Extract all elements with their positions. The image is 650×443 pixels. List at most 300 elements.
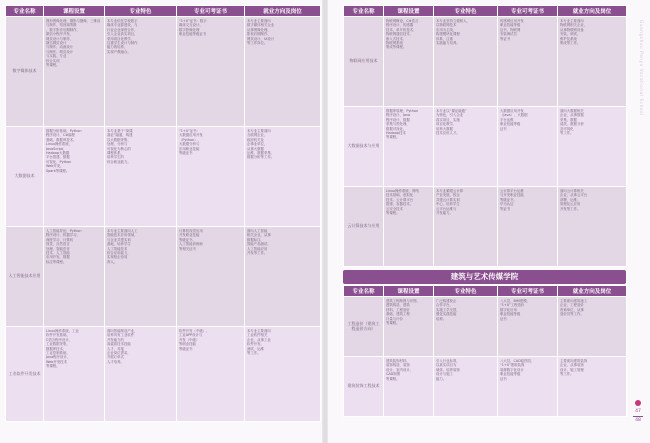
cell-text-line: 等级证书、 bbox=[500, 197, 517, 202]
cell-text-line: 工业APP设计与 bbox=[179, 333, 203, 338]
table-header-row bbox=[6, 6, 321, 17]
cell-text-line: 构建模块化课程 bbox=[436, 32, 460, 37]
cell-text-line: 开发能力。 bbox=[436, 210, 453, 215]
cell-text-line: 数据分析基础、Python bbox=[46, 129, 82, 133]
cell-text-line: 等工作。 bbox=[560, 372, 574, 377]
cell-text-line: 综合职业能力。 bbox=[107, 159, 131, 164]
cell-text-line: 人才培养。 bbox=[107, 359, 124, 364]
cell-courses bbox=[384, 187, 434, 267]
cell-courses bbox=[384, 297, 434, 357]
cell-text-line: 实施工学交替， bbox=[436, 307, 460, 312]
cell-text-line: 面向智能制造产业， bbox=[107, 329, 138, 333]
cell-text-line: 开发能力的 bbox=[107, 337, 124, 342]
cell-text-line: 建筑装饰材料、 bbox=[386, 359, 410, 363]
cell-text-line: 网页设计、UI设计 bbox=[247, 36, 275, 41]
cell-text-line: 基础、建筑工程 bbox=[386, 312, 410, 317]
header-jobs: 就业方向及岗位 bbox=[558, 6, 627, 17]
page-number-bottom: 48 bbox=[635, 418, 641, 423]
cell-certificates bbox=[177, 127, 245, 227]
cell-text-line: “1+X”工程造价 bbox=[500, 303, 525, 308]
table-row bbox=[344, 107, 627, 187]
table-row bbox=[344, 187, 627, 267]
cell-text-line: 咨询单位，从事 bbox=[560, 307, 584, 312]
cell-text-line: 职业技能等级 bbox=[500, 122, 521, 127]
cell-text-line: 主要面向建筑装饰 bbox=[560, 359, 588, 363]
cell-text-line: 平台搭建、数据 bbox=[46, 155, 70, 160]
cell-text-line: CAD制图 bbox=[386, 372, 401, 377]
cell-text-line: 从事大数据 bbox=[247, 146, 264, 151]
cell-text-line: 面向大数据相关 bbox=[560, 109, 584, 113]
cell-text-line: 综合应用能力， bbox=[107, 250, 131, 255]
cell-text-line: 本专业以“课证融通” bbox=[436, 109, 467, 113]
header-category: 专业名称 bbox=[344, 6, 384, 17]
cell-text-line: 数据分析等工作。 bbox=[247, 155, 275, 160]
cell-text-line: 实践能力培养。 bbox=[436, 40, 460, 45]
cell-text-line: 实现校企协同 bbox=[107, 255, 128, 260]
cell-text-line: 育人。 bbox=[107, 259, 118, 264]
cell-text-line: 本专业紧跟云计算 bbox=[436, 189, 464, 193]
cell-text-line: 程序设计、传感器 bbox=[386, 23, 414, 28]
cell-text-line: 可视化为核心的 bbox=[107, 146, 131, 151]
cell-text-line: 与开发职业技能 bbox=[500, 193, 524, 198]
cell-text-line: 工业软件相关 bbox=[247, 333, 268, 338]
cell-text-line: 体系，注重 bbox=[436, 36, 453, 41]
cell-text-line: 职业技能等级证书 bbox=[179, 32, 207, 37]
cell-text-line: 等课程。 bbox=[386, 210, 400, 215]
left-major-table bbox=[5, 5, 321, 422]
cell-text-line: 应用开发、数据 bbox=[46, 255, 70, 260]
cell-text-line: 及可视化 bbox=[560, 126, 574, 131]
header-category: 专业名称 bbox=[6, 6, 44, 17]
cell-text-line: 共建云计算实训 bbox=[436, 197, 460, 202]
cell-text-line: 互联网企业、 bbox=[247, 133, 268, 138]
cell-text-line: 企业，从事工业 bbox=[247, 337, 271, 342]
page-dot-icon bbox=[635, 400, 641, 406]
cell-text-line: 智能产品测试、 bbox=[247, 242, 271, 247]
cell-text-line: 主要面向建筑施工 bbox=[560, 299, 588, 303]
cell-certificates bbox=[498, 357, 558, 417]
page-number-marker bbox=[629, 400, 647, 424]
header-jobs: 就业方向及岗位 bbox=[558, 286, 627, 297]
header-certificates: 专业可考证书 bbox=[498, 286, 558, 297]
cell-text-line: 证书 bbox=[500, 316, 507, 321]
cell-text-line: 八大员、BIM建模、 bbox=[500, 299, 530, 303]
cell-text-line: 技术、单片机技术、 bbox=[386, 27, 417, 32]
cell-text-line: 开发职业技能 bbox=[179, 233, 200, 238]
header-certificates: 专业可考证书 bbox=[177, 6, 245, 17]
cell-text-line: 数字媒体相关企业 bbox=[247, 23, 275, 28]
cell-text-line: 等课程。 bbox=[46, 62, 60, 67]
header-courses: 课程设置 bbox=[384, 286, 434, 297]
cell-text-line: 材料、工程造价 bbox=[386, 307, 410, 312]
cell-text-line: 人工智能技术 bbox=[107, 246, 128, 251]
cell-text-line: 本专业依托学校数字 bbox=[107, 19, 138, 23]
cell-text-line: 广泛构建校企 bbox=[436, 299, 457, 303]
cell-text-line: Web开发技术 bbox=[46, 359, 67, 364]
header-category: 专业名称 bbox=[344, 286, 384, 297]
cell-text-line: 基地，培养学生 bbox=[107, 242, 131, 247]
cell-text-line: 搭建、容器技术、 bbox=[386, 202, 414, 207]
cell-text-line: 物联网系统 bbox=[386, 40, 403, 45]
cell-text-line: 影视后期制作、 bbox=[247, 32, 271, 37]
cell-text-line: 为特色，引入企业 bbox=[436, 113, 464, 118]
cell-features bbox=[434, 107, 498, 187]
cell-text-line: 开发等工作。 bbox=[247, 250, 268, 255]
header-jobs: 就业方向及岗位 bbox=[245, 6, 321, 17]
cell-text-line: 面向云计算相关 bbox=[560, 189, 584, 193]
cell-text-line: 等课程。 bbox=[386, 320, 400, 325]
cell-text-line: 静态网页设计 bbox=[46, 40, 67, 45]
cell-text-line: 相关企业，从事 bbox=[247, 233, 271, 238]
cell-text-line: 物联网通信技术、 bbox=[386, 32, 414, 37]
cell-text-line: Web开发、 bbox=[46, 164, 64, 169]
cell-text-line: 引入行业标准， bbox=[436, 359, 460, 363]
cell-text-line: 培养具有工业软件 bbox=[107, 333, 135, 338]
cell-text-line: 视觉、自然语言 bbox=[46, 242, 70, 247]
cell-features bbox=[434, 357, 498, 417]
cell-text-line: 面向人工智能 bbox=[247, 229, 268, 233]
cell-certificates bbox=[177, 17, 245, 127]
cell-text-line: 注重学生设计与制作 bbox=[107, 40, 138, 45]
cell-text-line: 数据库技术、 bbox=[46, 346, 67, 351]
cell-text-line: “1+X”证书：数字 bbox=[179, 19, 207, 23]
cell-text-line: 等证书 bbox=[500, 36, 511, 41]
cell-text-line: 媒体交互设计、 bbox=[179, 23, 203, 28]
cell-text-line: 数据库原理、Python bbox=[386, 109, 419, 113]
cell-text-line: 企业，从事云平台 bbox=[560, 193, 588, 198]
cell-text-line: 能力。 bbox=[436, 376, 447, 381]
cell-certificates bbox=[498, 17, 558, 107]
cell-features bbox=[434, 297, 498, 357]
cell-text-line: 运维、数据采集、 bbox=[247, 150, 275, 155]
table-row bbox=[6, 227, 321, 327]
cell-text-line: 嵌入式技术、 bbox=[386, 36, 407, 41]
cell-text-line: （Python）、 bbox=[179, 137, 201, 142]
cell-text-line: 企业，从事装饰 bbox=[560, 363, 584, 368]
cell-features bbox=[105, 17, 177, 127]
table-row bbox=[344, 357, 627, 417]
cell-category: 云计算技术与应用 bbox=[344, 187, 384, 267]
cell-text-line: 软件开发、 bbox=[247, 342, 264, 347]
cell-text-line: 开展订单式 bbox=[107, 355, 124, 360]
cell-text-line: 以真实项目为 bbox=[436, 363, 457, 368]
cell-text-line: 八大员、CAD绘图员、 bbox=[500, 359, 535, 363]
cell-text-line: 与制作、网页设计 bbox=[46, 49, 74, 54]
cell-text-line: 、数字影音后期制作、 bbox=[46, 27, 80, 32]
cell-text-line: 企业岗位需求， bbox=[107, 350, 131, 355]
page-number-divider bbox=[633, 416, 643, 417]
cell-text-line: 图形图像处理、摄影与摄像、三维设 bbox=[46, 19, 101, 23]
cell-certificates bbox=[177, 327, 245, 422]
cell-text-line: 建筑工程制图与识图、 bbox=[386, 299, 420, 303]
cell-text-line: 工业数据采集、 bbox=[46, 342, 70, 347]
cell-text-line: 从事物联网设备 bbox=[560, 27, 584, 32]
cell-text-line: 培养大数据 bbox=[436, 126, 453, 131]
cell-text-line: 技术、人工智能 bbox=[46, 250, 70, 255]
cell-text-line: 建筑构造、建筑 bbox=[386, 303, 410, 308]
cell-text-line: 大数据应用开发 bbox=[500, 109, 524, 113]
cell-text-line: 等证书 bbox=[500, 206, 511, 211]
cell-text-line: 安装调试员 bbox=[500, 32, 517, 37]
cell-text-line: 应用职业技能 bbox=[179, 146, 200, 151]
page-gutter bbox=[322, 0, 328, 443]
cell-text-line: 工业控制系统、 bbox=[46, 350, 70, 355]
cell-text-line: 安装、调试、 bbox=[560, 32, 581, 37]
table-row bbox=[6, 127, 321, 227]
cell-text-line: 等工作。 bbox=[247, 350, 261, 355]
cell-text-line: 人工智能应用 bbox=[247, 246, 268, 251]
cell-text-line: 实现产教融合。 bbox=[107, 49, 131, 54]
cell-text-line: 技术应用人才。 bbox=[436, 130, 460, 135]
cell-text-line: 本专业坚持立德树人， bbox=[436, 19, 470, 23]
cell-jobs bbox=[245, 17, 321, 127]
right-major-table bbox=[343, 5, 627, 267]
cell-text-line: 采用项目化教学， bbox=[107, 36, 135, 41]
cell-text-line: 大数据应用开发 bbox=[179, 133, 203, 138]
cell-text-line: 企事业单位， bbox=[247, 142, 268, 147]
cell-text-line: 等级证书 bbox=[179, 150, 193, 155]
cell-text-line: 高素质技术技能 bbox=[107, 342, 131, 347]
cell-courses bbox=[44, 17, 105, 127]
cell-text-line: 集成等工作。 bbox=[560, 40, 581, 45]
cell-text-line: 人工智能训练师 bbox=[179, 242, 203, 247]
cell-text-line: 人工智能导论、Python bbox=[46, 229, 82, 233]
cell-text-line: 开发（中级） bbox=[179, 337, 200, 342]
cell-text-line: Linux操作系统、网络 bbox=[386, 189, 419, 193]
cell-text-line: 载体，培养装饰 bbox=[436, 367, 460, 372]
cell-text-line: 等职业技能 bbox=[179, 342, 196, 347]
page-number-top: 47 bbox=[635, 409, 641, 414]
cell-text-line: 本专业基于“岗课 bbox=[107, 129, 133, 133]
cell-text-line: 物联网相关企业， bbox=[560, 23, 588, 28]
cell-text-line: 以大数据采集、 bbox=[107, 137, 131, 142]
cell-text-line: 部署、运维、 bbox=[560, 197, 581, 202]
cell-text-line: 企业，从事数据 bbox=[560, 113, 584, 118]
table-row bbox=[344, 297, 627, 357]
cell-text-line: 应用为主线， bbox=[436, 27, 457, 32]
cell-text-line: 培养学生的 bbox=[107, 155, 124, 160]
cell-text-line: 清洗、数据分析 bbox=[560, 122, 584, 127]
cell-text-line: 与企业共建实训 bbox=[107, 237, 131, 242]
cell-text-line: 数字化应用 bbox=[500, 307, 517, 312]
cell-certificates bbox=[498, 107, 558, 187]
cell-text-line: 设计、室内设计、 bbox=[386, 367, 414, 372]
cell-category: 建筑装饰工程技术 bbox=[344, 357, 384, 417]
cell-text-line: 与制作、动画设计 bbox=[46, 45, 74, 50]
cell-text-line: 数字影像处理 bbox=[179, 27, 200, 32]
cell-text-line: 职业技能等级 bbox=[500, 23, 521, 28]
cell-features bbox=[105, 227, 177, 327]
cell-text-line: 媒体专业群建设，与 bbox=[107, 23, 138, 28]
cell-text-line: 等课程。 bbox=[386, 135, 400, 140]
header-features: 专业特色 bbox=[105, 6, 177, 17]
cell-text-line: 企业、工程造价 bbox=[560, 303, 584, 308]
cell-text-line: 强化实践技能 bbox=[436, 312, 457, 317]
cell-text-line: 等课程。 bbox=[386, 376, 400, 381]
cell-text-line: 华为认证 bbox=[500, 202, 514, 207]
cell-text-line: 行业企业深度合作， bbox=[107, 27, 138, 32]
cell-text-line: “1+X”证书： bbox=[179, 129, 200, 133]
cell-text-line: 采集与预处理、 bbox=[386, 122, 410, 127]
cell-text-line: 标注等课程。 bbox=[46, 259, 67, 264]
cell-text-line: 本专业主要面向人工 bbox=[107, 229, 138, 233]
cell-text-line: 赛证”融通，构建 bbox=[107, 133, 133, 138]
cell-text-line: 引入企业真实项目， bbox=[107, 32, 138, 37]
cell-text-line: 证书 bbox=[500, 376, 507, 381]
cell-text-line: 程序设计、C#编程 bbox=[46, 133, 75, 138]
header-courses: 课程设置 bbox=[384, 6, 434, 17]
cell-text-line: C语言程序设计、 bbox=[46, 337, 73, 342]
cell-courses bbox=[44, 127, 105, 227]
cell-features bbox=[434, 17, 498, 107]
cell-courses bbox=[384, 107, 434, 187]
cell-text-line: 中心，培养学生 bbox=[436, 202, 460, 207]
cell-courses bbox=[384, 357, 434, 417]
cell-text-line: Linux操作系统、 bbox=[46, 142, 73, 147]
college-major-table bbox=[343, 285, 627, 417]
cell-text-line: 证书、物联网 bbox=[500, 27, 521, 32]
cell-text-line: Hadoop技术 bbox=[386, 130, 406, 135]
table-row bbox=[6, 327, 321, 422]
cell-text-line: 集成等课程。 bbox=[386, 45, 407, 50]
vertical-side-text: Guangzhou Panyu Vocational School bbox=[639, 20, 644, 116]
cell-text-line: JavaScript、 bbox=[46, 146, 67, 151]
cell-jobs bbox=[558, 297, 627, 357]
cell-jobs bbox=[558, 107, 627, 187]
cell-text-line: 大数据分析与 bbox=[179, 142, 200, 147]
header-courses: 课程设置 bbox=[44, 6, 105, 17]
cell-text-line: 与制作、短视频剪辑 bbox=[46, 23, 77, 28]
cell-text-line: 从事图像处理、 bbox=[247, 27, 271, 32]
cell-category: 大数据技术与应用 bbox=[344, 107, 384, 187]
cell-text-line: 等课程。 bbox=[46, 364, 60, 369]
cell-text-line: 培养。 bbox=[436, 316, 447, 321]
cell-text-line: 开发等工作。 bbox=[560, 206, 581, 211]
cell-text-line: Java程序设计、 bbox=[46, 355, 71, 360]
cell-text-line: 基础、数据库技术、 bbox=[46, 137, 77, 142]
cell-jobs bbox=[558, 17, 627, 107]
cell-text-line: 程序设计、数据 bbox=[386, 117, 410, 122]
cell-certificates bbox=[498, 297, 558, 357]
cell-text-line: “1+X”建筑装饰 bbox=[500, 363, 525, 368]
cell-jobs bbox=[558, 357, 627, 417]
cell-text-line: 设计与施工 bbox=[436, 372, 453, 377]
cell-text-line: 等级证书、 bbox=[179, 237, 196, 242]
cell-text-line: 采集、数据 bbox=[560, 117, 577, 122]
cell-text-line: 职业技能等级 bbox=[500, 312, 521, 317]
cell-text-line: 产业发展，校企 bbox=[436, 193, 460, 198]
table-header-row bbox=[344, 286, 627, 297]
cell-certificates bbox=[177, 227, 245, 327]
header-features: 专业特色 bbox=[434, 6, 498, 17]
cell-text-line: 测试、运维 bbox=[247, 346, 264, 351]
cell-text-line: 等级证书 bbox=[179, 346, 193, 351]
cell-text-line: 课程体系， bbox=[107, 150, 124, 155]
cell-text-line: 设计、施工管理 bbox=[560, 367, 584, 372]
cell-jobs bbox=[558, 187, 627, 267]
cell-text-line: 能力的培养， bbox=[107, 45, 128, 50]
cell-text-line: 本专业主要面向 bbox=[247, 329, 271, 333]
cell-text-line: 维护及系统 bbox=[560, 36, 577, 41]
cell-text-line: 等工作岗位。 bbox=[247, 40, 268, 45]
cell-category: 工业软件开发技术 bbox=[6, 327, 44, 422]
cell-category: 物联网应用技术 bbox=[344, 17, 384, 107]
cell-text-line: 真实项目，实施 bbox=[436, 117, 460, 122]
cell-features bbox=[105, 127, 177, 227]
cell-text-line: 数据可视化、 bbox=[386, 126, 407, 131]
cell-text-line: 等工作。 bbox=[560, 130, 574, 135]
cell-text-line: 证书 bbox=[500, 126, 507, 131]
table-row bbox=[344, 17, 627, 107]
cell-text-line: 造价员等工作。 bbox=[560, 312, 584, 317]
cell-text-line: 云安全技术 bbox=[386, 206, 403, 211]
cell-text-line: （Java）、大数据 bbox=[500, 113, 528, 118]
cell-category: 数字媒体技术 bbox=[6, 17, 44, 127]
cell-text-line: 平台运维 bbox=[500, 117, 514, 122]
cell-text-line: 软件开发基础、 bbox=[46, 333, 70, 338]
cell-text-line: 网页设计与制作、 bbox=[46, 36, 74, 41]
cell-text-line: 以物联网技术 bbox=[436, 23, 457, 28]
cell-text-line: 微信小程序开发、 bbox=[46, 32, 74, 37]
cell-text-line: 深度学习、计算机 bbox=[46, 237, 74, 242]
cell-text-line: 技术基础、虚拟化 bbox=[386, 193, 414, 198]
table-header-row bbox=[344, 6, 627, 17]
cell-text-line: 处理、分析与 bbox=[107, 142, 128, 147]
cell-text-line: 本专业主要面向 bbox=[560, 19, 584, 23]
cell-jobs bbox=[245, 227, 321, 327]
cell-text-line: 与实践、专业 bbox=[46, 54, 67, 59]
cell-text-line: 程序设计、Java bbox=[386, 113, 411, 118]
cell-text-line: 处理、智能语音 bbox=[46, 246, 70, 251]
cell-text-line: 项目化教学， bbox=[436, 122, 457, 127]
cell-text-line: 云平台运维与 bbox=[436, 206, 457, 211]
cell-text-line: 技术、云计算平台 bbox=[386, 197, 414, 202]
cell-courses bbox=[384, 17, 434, 107]
college-title-banner: 建筑与艺术传媒学院 bbox=[343, 270, 626, 284]
cell-features bbox=[434, 187, 498, 267]
cell-category: 大数据技术 bbox=[6, 127, 44, 227]
cell-text-line: 本专业主要面向 bbox=[247, 19, 271, 23]
cell-category: 工程造价（建筑工程造价方向） bbox=[344, 297, 384, 357]
cell-text-line: 程序设计、机器学习、 bbox=[46, 233, 80, 238]
cell-certificates bbox=[498, 187, 558, 267]
cell-features bbox=[105, 327, 177, 422]
cell-text-line: 物联网概论、C#语言 bbox=[386, 19, 419, 23]
cell-courses bbox=[44, 327, 105, 422]
cell-text-line: 合作平台， bbox=[436, 303, 453, 308]
table-row bbox=[6, 17, 321, 127]
cell-courses bbox=[44, 227, 105, 327]
cell-text-line: 人才，对接 bbox=[107, 346, 124, 351]
cell-text-line: 装修数字化设计 bbox=[500, 367, 524, 372]
cell-text-line: 计量与计价 bbox=[386, 316, 403, 321]
cell-text-line: 智能技术应用领域， bbox=[107, 233, 138, 238]
cell-text-line: 可视化、Python bbox=[46, 159, 72, 164]
cell-text-line: 软件开发（中级）、 bbox=[179, 329, 210, 333]
cell-text-line: 管理及云应用 bbox=[560, 202, 581, 207]
cell-text-line: 政府机关及 bbox=[247, 137, 264, 142]
cell-text-line: 装饰构造、装饰 bbox=[386, 363, 410, 368]
cell-jobs bbox=[245, 327, 321, 422]
cell-jobs bbox=[245, 127, 321, 227]
cell-text-line: 传感网应用开发 bbox=[500, 19, 524, 23]
cell-text-line: 本专业主要面向 bbox=[247, 129, 271, 133]
cell-text-line: 计算机视觉应用 bbox=[179, 229, 203, 233]
cell-text-line: Hadoop大数据 bbox=[46, 150, 70, 155]
cell-text-line: 等相关证书 bbox=[179, 246, 196, 251]
cell-text-line: Spark等课程。 bbox=[46, 168, 70, 173]
cell-text-line: 云计算平台运维 bbox=[500, 189, 524, 193]
